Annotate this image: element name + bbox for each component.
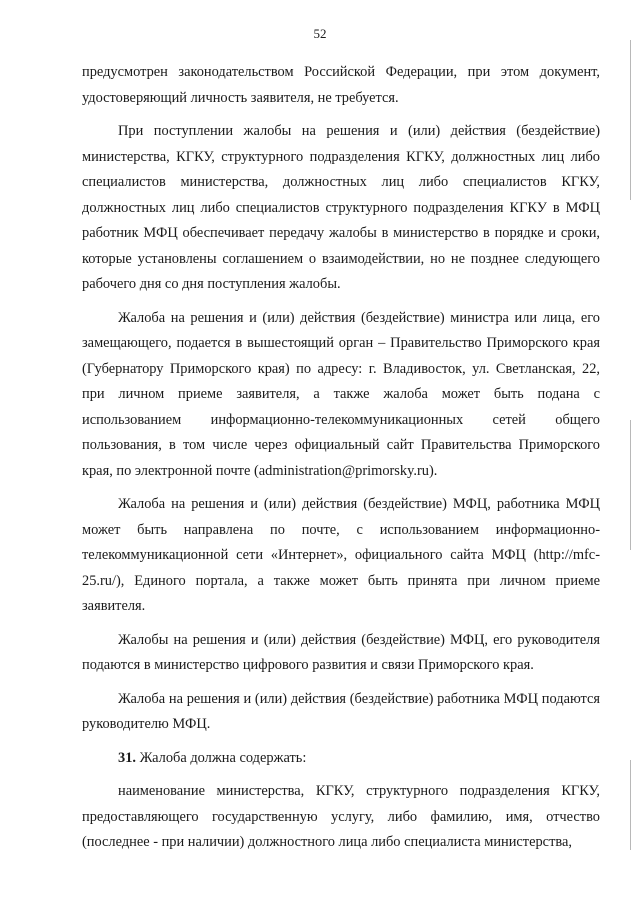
paragraph-continuation: предусмотрен законодательством Российской Федерации, при этом документ, удостоверяющий личность заявителя, не требуется. (82, 64, 600, 106)
paragraph-complaint-content: наименование министерства, КГКУ, структурного подразделения КГКУ, предоставляющего государственную услугу, либо фамилию, имя, отчество (последнее - при наличии) должностного лица либо специалиста министерства, (82, 783, 600, 850)
paragraph-item-31 (82, 746, 600, 772)
page-number: 52 (313, 26, 327, 41)
paragraph-complaint-mfc-worker: Жалоба на решения и (или) действия (бездействие) работника МФЦ подаются руководителю МФЦ. (82, 690, 600, 732)
item-text: Жалоба должна содержать: (136, 749, 307, 766)
document-body (82, 60, 600, 864)
paragraph-complaint-minister: Жалоба на решения и (или) действия (бездействие) министра или лица, его замещающего, подается в вышестоящий орган – Правительство Приморского края (Губернатору Приморского края) по адресу: г. Владивосток, ул. Светланская, 22, при личном приеме заявителя, а также жалоба может быть подана с использованием информационно-телекоммуникационных сетей общего пользования, в том числе через официальный сайт Правительства Приморского края, по электронной почте (administration@primorsky.ru). (82, 309, 600, 479)
scan-edge-mark (630, 760, 631, 850)
item-number: 31. (118, 749, 136, 766)
paragraph-complaint-transfer: При поступлении жалобы на решения и (или) действия (бездействие) министерства, КГКУ, структурного подразделения КГКУ, должностных лиц либо специалистов министерства, должностных лиц либо специалистов КГКУ, должностных лиц либо специалистов структурного подразделения КГКУ в МФЦ работник МФЦ обеспечивает передачу жалобы в министерство в порядке и сроки, которые установлены соглашением о взаимодействии, но не позднее следующего рабочего дня со дня поступления жалобы. (82, 123, 600, 292)
scan-edge-mark (630, 40, 631, 200)
paragraph-complaint-mfc: Жалоба на решения и (или) действия (бездействие) МФЦ, работника МФЦ может быть направлена по почте, с использованием информационно-телекоммуникационной сети «Интернет», официального сайта МФЦ (http://mfc-25.ru/), Единого портала, а также может быть принята при личном приеме заявителя. (82, 496, 600, 614)
scan-edge-mark (630, 420, 631, 550)
paragraph-complaint-mfc-head: Жалобы на решения и (или) действия (бездействие) МФЦ, его руководителя подаются в министерство цифрового развития и связи Приморского края. (82, 631, 600, 673)
